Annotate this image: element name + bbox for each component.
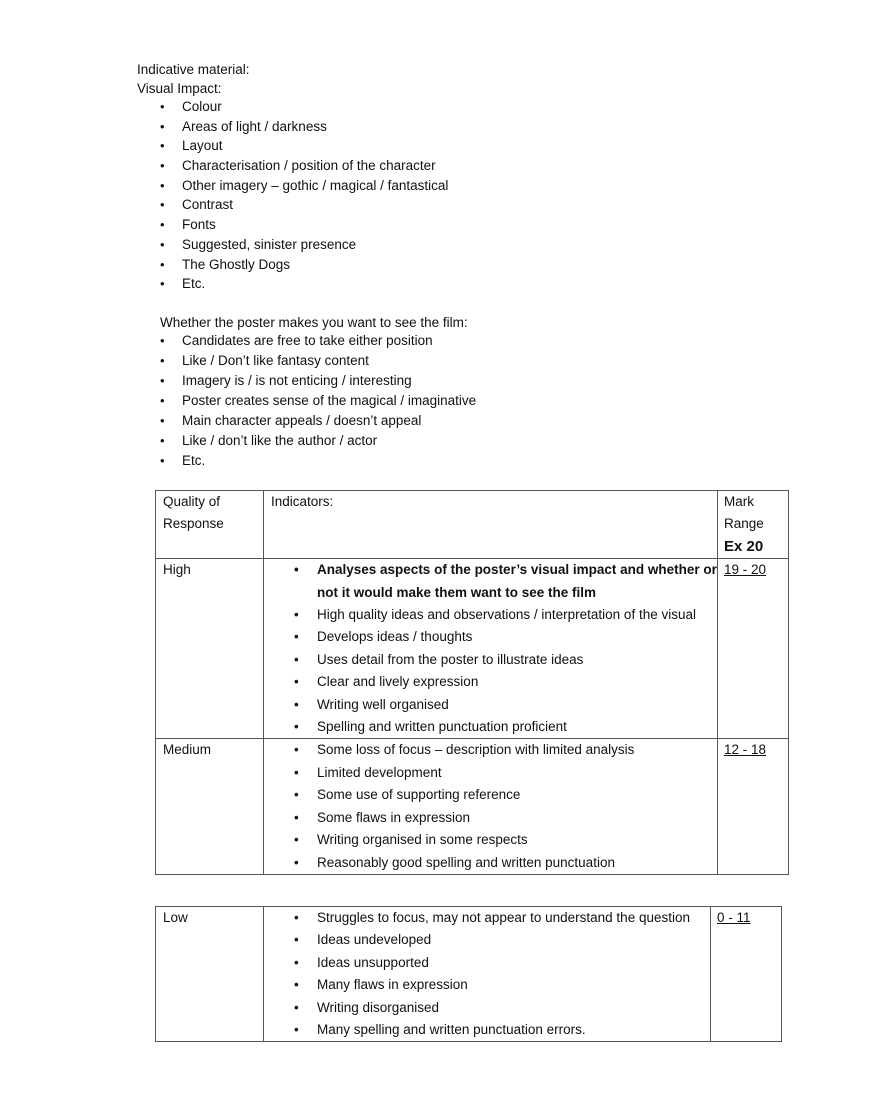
- poster-list: [160, 331, 476, 471]
- indicator-item: • Reasonably good spelling and written punctuation: [294, 852, 717, 874]
- table-header-row: [156, 491, 789, 559]
- bullet-icon: •: [160, 433, 165, 448]
- mark-range-value: 19 - 20: [724, 562, 767, 578]
- quality-level: High: [156, 559, 264, 739]
- bullet-icon: •: [294, 787, 299, 803]
- indicator-item: • High quality ideas and observations / interpretation of the visual: [294, 604, 717, 626]
- bullet-icon: •: [160, 197, 165, 213]
- list-item: • Etc.: [160, 451, 476, 471]
- indicator-item: • Develops ideas / thoughts: [294, 626, 717, 648]
- mark-range-cell: [711, 907, 782, 1042]
- bullet-icon: •: [160, 118, 165, 134]
- list-item: • Contrast: [160, 195, 448, 215]
- bullet-icon: •: [160, 453, 165, 468]
- bullet-icon: •: [160, 236, 165, 252]
- bullet-icon: •: [294, 719, 299, 735]
- bullet-icon: •: [294, 1022, 299, 1038]
- bullet-icon: •: [294, 629, 299, 645]
- mark-range-cell: [718, 739, 789, 874]
- indicator-item: • Struggles to focus, may not appear to understand the question: [294, 907, 710, 929]
- bullet-icon: •: [294, 932, 299, 948]
- mark-scheme-table-low: [155, 906, 782, 1042]
- bullet-icon: •: [294, 562, 299, 578]
- bullet-icon: •: [294, 832, 299, 848]
- indicator-item: • Many flaws in expression: [294, 974, 710, 996]
- bullet-icon: •: [160, 276, 165, 292]
- list-item: • Suggested, sinister presence: [160, 235, 448, 255]
- list-item: • Imagery is / is not enticing / interesting: [160, 371, 476, 391]
- bullet-icon: •: [294, 977, 299, 993]
- quality-level: Low: [156, 907, 264, 1042]
- indicator-item: • Spelling and written punctuation proficient: [294, 716, 717, 738]
- bullet-icon: •: [294, 764, 299, 780]
- bullet-icon: •: [294, 954, 299, 970]
- bullet-icon: •: [160, 373, 165, 388]
- indicators-cell: [264, 559, 718, 739]
- table-row-high: [156, 559, 789, 739]
- indicator-item: • Uses detail from the poster to illustrate ideas: [294, 649, 717, 671]
- list-item: • Like / Don’t like fantasy content: [160, 351, 476, 371]
- mark-range-value: 0 - 11: [717, 910, 751, 925]
- list-item: • Poster creates sense of the magical / imaginative: [160, 391, 476, 411]
- bullet-icon: •: [160, 393, 165, 408]
- indicator-item: • Ideas undeveloped: [294, 929, 710, 951]
- bullet-icon: •: [294, 696, 299, 712]
- bullet-icon: •: [160, 177, 165, 193]
- bullet-icon: •: [160, 256, 165, 272]
- indicator-item: • Ideas unsupported: [294, 952, 710, 974]
- bullet-icon: •: [160, 158, 165, 174]
- bullet-icon: •: [294, 607, 299, 623]
- mark-range-cell: [718, 559, 789, 739]
- list-item: • Etc.: [160, 274, 448, 294]
- indicator-item: • Many spelling and written punctuation errors.: [294, 1019, 710, 1041]
- mark-range-value: 12 - 18: [724, 742, 767, 758]
- indicator-item: • Writing well organised: [294, 694, 717, 716]
- bullet-icon: •: [294, 809, 299, 825]
- indicators-cell: [264, 739, 718, 874]
- list-item: • Main character appeals / doesn’t appeal: [160, 411, 476, 431]
- list-item: • The Ghostly Dogs: [160, 255, 448, 275]
- indicator-item: • Writing disorganised: [294, 997, 710, 1019]
- list-item: • Other imagery – gothic / magical / fantastical: [160, 176, 448, 196]
- header-quality-of-response: Quality of Response: [156, 491, 264, 559]
- poster-question: Whether the poster makes you want to see the film:: [160, 315, 468, 330]
- bullet-icon: •: [160, 99, 165, 114]
- bullet-icon: •: [294, 674, 299, 690]
- list-item: • Characterisation / position of the character: [160, 156, 448, 176]
- heading-visual-impact: Visual Impact:: [137, 81, 222, 96]
- indicator-item: • Some use of supporting reference: [294, 784, 717, 806]
- bullet-icon: •: [294, 910, 299, 925]
- list-item: • Fonts: [160, 215, 448, 235]
- mark-scheme-table: [155, 490, 789, 875]
- header-indicators: Indicators:: [264, 491, 718, 559]
- indicator-list: [264, 739, 717, 873]
- list-item: • Candidates are free to take either position: [160, 331, 476, 351]
- header-mark-range: Mark Range Ex 20: [718, 491, 789, 559]
- indicator-item: • Limited development: [294, 762, 717, 784]
- heading-indicative-material: Indicative material:: [137, 62, 250, 77]
- bullet-icon: •: [160, 138, 165, 154]
- mark-total: Ex 20: [724, 537, 764, 555]
- bullet-icon: •: [160, 353, 165, 368]
- indicator-item: • Clear and lively expression: [294, 671, 717, 693]
- bullet-icon: •: [294, 742, 299, 758]
- indicator-list: [264, 907, 710, 1041]
- list-item: • Colour: [160, 97, 448, 117]
- list-item: • Like / don’t like the author / actor: [160, 431, 476, 451]
- indicator-item: • Writing organised in some respects: [294, 829, 717, 851]
- indicator-item: • Analyses aspects of the poster’s visual impact and whether or not it would make them want to see the film: [294, 559, 717, 604]
- indicators-cell: [264, 907, 711, 1042]
- indicator-item: • Some flaws in expression: [294, 807, 717, 829]
- bullet-icon: •: [160, 413, 165, 428]
- indicator-item: • Some loss of focus – description with limited analysis: [294, 739, 717, 761]
- bullet-icon: •: [160, 217, 165, 233]
- bullet-icon: •: [294, 999, 299, 1015]
- table-row-medium: [156, 739, 789, 874]
- bullet-icon: •: [294, 854, 299, 870]
- bullet-icon: •: [160, 333, 165, 348]
- bullet-icon: •: [294, 651, 299, 667]
- list-item: • Areas of light / darkness: [160, 117, 448, 137]
- visual-impact-list: [160, 97, 448, 294]
- indicator-list: [264, 559, 717, 738]
- table-row-low: [156, 907, 782, 1042]
- quality-level: Medium: [156, 739, 264, 874]
- list-item: • Layout: [160, 136, 448, 156]
